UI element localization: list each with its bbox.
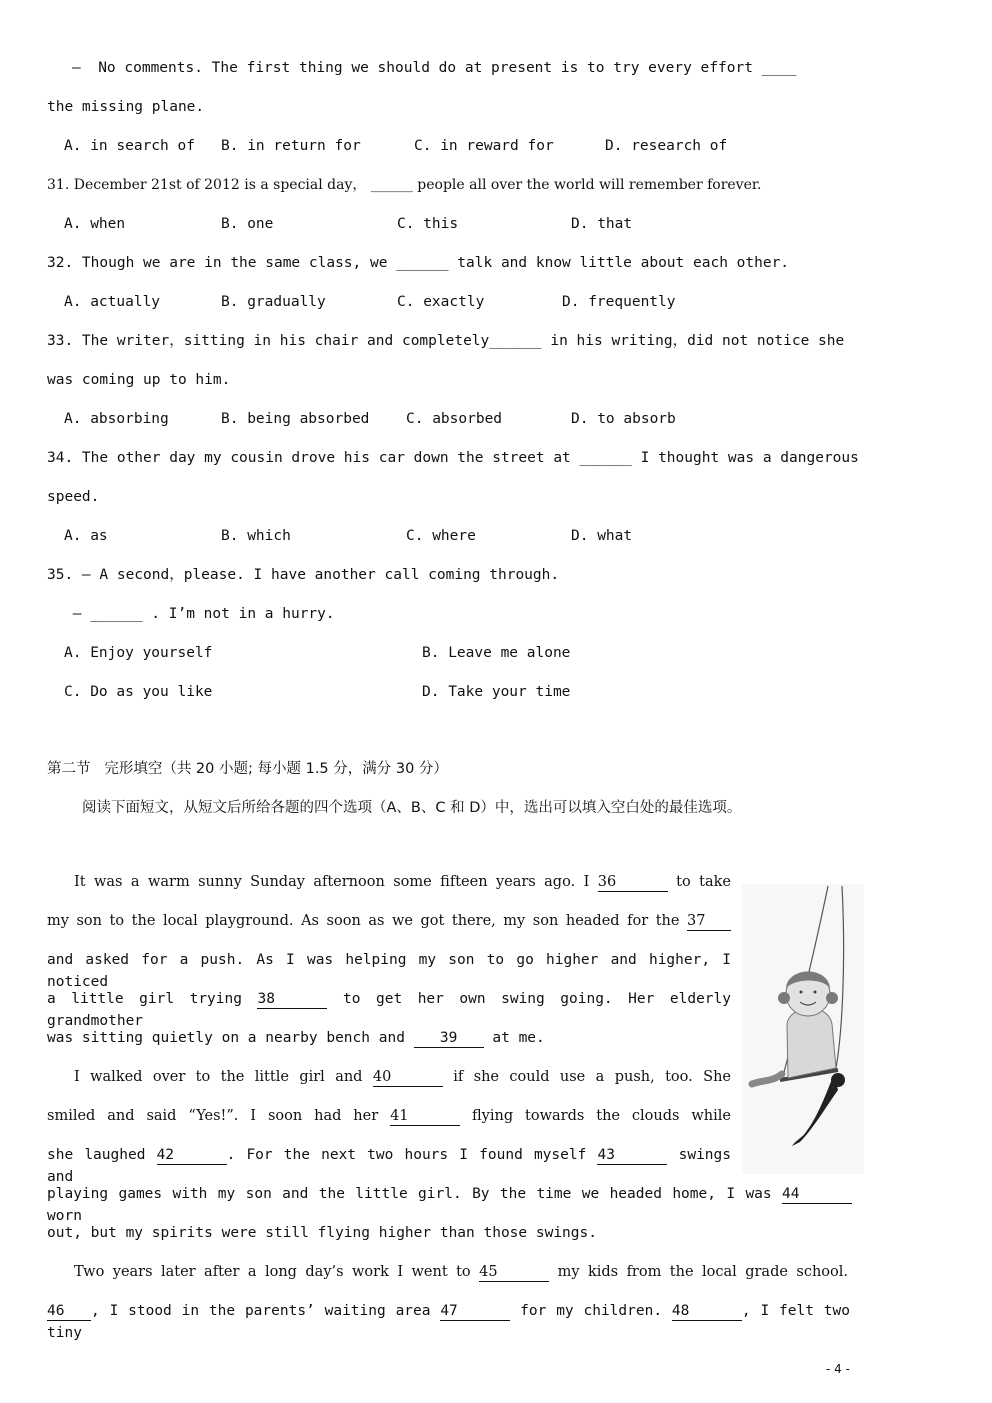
q31-option-d: D. that [571,216,633,232]
q35-option-d: D. Take your time [422,684,571,700]
q33-options [64,408,864,430]
q31-option-c: C. this [397,216,459,232]
passage-line-7: smiled and said “Yes!”. I soon had her 41 flying towards the clouds while [47,1108,731,1124]
blank-42: 42 [157,1146,227,1165]
q32-option-d: D. frequently [562,294,676,310]
q34-line2: speed. [47,489,100,505]
q35-options-row2 [64,681,864,703]
blank-45: 45 [479,1263,549,1282]
cat-head [831,1073,845,1087]
q32-option-b: B. gradually [221,294,326,310]
q33-option-d: D. to absorb [571,411,676,427]
q34-line1: 34. The other day my cousin drove his car down the street at ______ I thought was a dangerous [47,450,859,466]
q33-line2: was coming up to him. [47,372,231,388]
q32-option-a: A. actually [64,294,161,310]
q35-options-row1 [64,642,864,664]
passage-line-2: my son to the local playground. As soon as we got there, my son headed for the 37 [47,910,731,932]
blank-46: 46 [47,1302,91,1321]
blank-39: 39 [414,1029,484,1048]
q31-option-b: B. one [221,216,274,232]
q31-options [64,213,864,235]
q31-stem: 31. December 21st of 2012 is a special day， ______ people all over the world will remember forever. [47,177,762,193]
q33-line1: 33. The writer，sitting in his chair and completely______ in his writing，did not notice she [47,333,845,349]
q34-option-a: A. as [64,528,108,544]
passage-line-9: playing games with my son and the little girl. By the time we headed home, I was 44 worn [47,1183,852,1205]
q35-line1: 35. — A second，please. I have another call coming through. [47,567,560,583]
passage-line-3: and asked for a push. As I was helping my son to go higher and higher, I noticed [47,952,731,990]
passage-line-1: It was a warm sunny Sunday afternoon some fifteen years ago. I 36 to take [74,874,731,890]
q35-option-b: B. Leave me alone [422,645,571,661]
q32-stem: 32. Though we are in the same class, we ______ talk and know little about each other. [47,255,790,271]
blank-44: 44 [782,1185,852,1204]
blank-40: 40 [373,1068,443,1087]
girl-eye-right [814,991,817,994]
q30-line1: — No comments. The first thing we should do at present is to try every effort ____ [72,60,797,76]
blank-36: 36 [598,873,668,892]
q30-option-d: D. research of [605,138,728,154]
girl-on-swing-illustration [742,884,864,1174]
section-heading: 第二节 完形填空（共 20 小题; 每小题 1.5 分，满分 30 分） [47,761,448,777]
q30-line2: the missing plane. [47,99,205,115]
blank-37: 37 [687,912,731,931]
q30-option-b: B. in return for [221,138,361,154]
passage-line-8: she laughed 42 . For the next two hours I found myself 43 swings and [47,1147,731,1185]
girl-pigtail-right [826,992,838,1004]
q35-line2: — ______ . I’m not in a hurry. [64,606,335,622]
q34-option-b: B. which [221,528,291,544]
passage-line-6: I walked over to the little girl and 40 if she could use a push, too. She [74,1069,731,1085]
q35-option-a: A. Enjoy yourself [64,645,213,661]
q30-option-a: A. in search of [64,138,195,154]
blank-48: 48 [672,1302,742,1321]
blank-47: 47 [440,1302,510,1321]
blank-38: 38 [257,990,327,1009]
q31-option-a: A. when [64,216,126,232]
passage-line-10: out, but my spirits were still flying higher than those swings. [47,1225,597,1241]
passage-line-12: 46 , I stood in the parents’ waiting area 47 for my children. 48 , I felt two tiny [47,1303,850,1341]
q33-option-c: C. absorbed [406,411,503,427]
q34-options [64,525,864,547]
girl-pigtail-left [778,992,790,1004]
q32-option-c: C. exactly [397,294,485,310]
blank-43: 43 [597,1146,667,1165]
blank-41: 41 [390,1107,460,1126]
q32-options [64,291,864,313]
girl-dress [787,1008,836,1078]
q35-option-c: C. Do as you like [64,684,213,700]
page-number: - 4 - [826,1362,850,1376]
passage-line-4: a little girl trying 38 to get her own swing going. Her elderly grandmother [47,991,731,1029]
q33-option-b: B. being absorbed [221,411,370,427]
q34-option-c: C. where [406,528,476,544]
section-instruction: 阅读下面短文，从短文后所给各题的四个选项（A、B、C 和 D）中，选出可以填入空白处的最佳选项。 [82,800,742,816]
q33-option-a: A. absorbing [64,411,169,427]
q30-options [64,135,864,157]
q30-option-c: C. in reward for [414,138,554,154]
passage-line-11: Two years later after a long day’s work I went to 45 my kids from the local grade school. [74,1264,848,1280]
passage-line-5: was sitting quietly on a nearby bench and 39 at me. [47,1030,545,1046]
q34-option-d: D. what [571,528,633,544]
girl-eye-left [800,991,803,994]
